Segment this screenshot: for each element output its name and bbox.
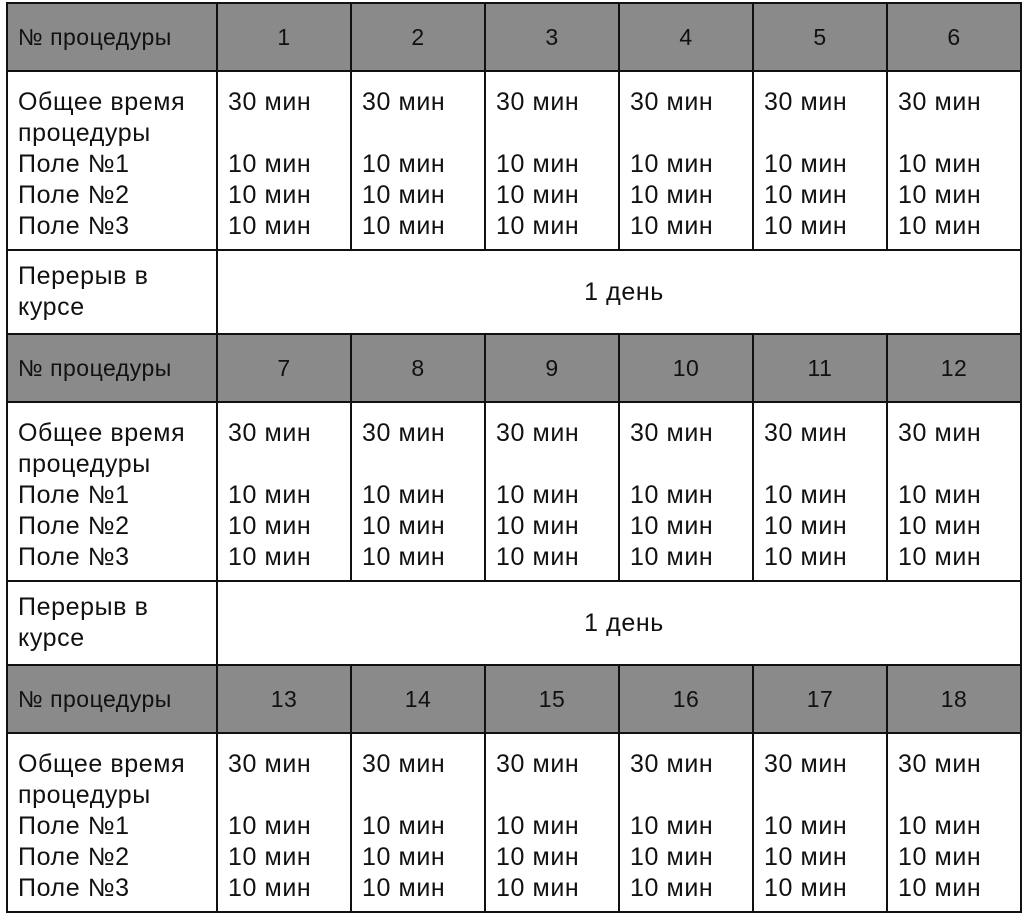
procedure-times-row-1 xyxy=(7,71,1021,250)
field2-time-value: 10 мин xyxy=(898,181,982,209)
total-time-label: Общее время xyxy=(18,88,186,116)
total-time-value: 30 мин xyxy=(898,88,982,116)
procedure-times-cell xyxy=(887,71,1021,250)
procedure-times-row-2 xyxy=(7,402,1021,581)
procedure-times-cell xyxy=(485,402,619,581)
field1-time-value: 10 мин xyxy=(228,481,312,509)
procedure-number-row-2 xyxy=(7,334,1021,402)
total-time-value: 30 мин xyxy=(496,750,580,778)
field1-label: Поле №1 xyxy=(18,481,130,509)
procedure-times-cell xyxy=(351,733,485,912)
procedure-number: 1 xyxy=(217,3,351,71)
course-break-label-line2: курсе xyxy=(18,624,85,652)
procedure-number: 14 xyxy=(351,665,485,733)
total-time-value: 30 мин xyxy=(764,88,848,116)
procedure-times-cell xyxy=(217,733,351,912)
total-time-label: Общее время xyxy=(18,750,186,778)
field3-time-value: 10 мин xyxy=(362,212,446,240)
procedure-times-cell xyxy=(217,71,351,250)
procedure-number: 13 xyxy=(217,665,351,733)
course-break-label-line1: Перерыв в xyxy=(18,262,149,290)
field2-time-value: 10 мин xyxy=(228,181,312,209)
total-time-value: 30 мин xyxy=(764,419,848,447)
field2-time-value: 10 мин xyxy=(764,843,848,871)
field2-label: Поле №2 xyxy=(18,843,130,871)
total-time-value: 30 мин xyxy=(362,419,446,447)
field3-time-value: 10 мин xyxy=(630,874,714,902)
field3-label: Поле №3 xyxy=(18,212,130,240)
total-time-value: 30 мин xyxy=(496,88,580,116)
course-break-value: 1 день xyxy=(217,581,1021,665)
field2-time-value: 10 мин xyxy=(496,181,580,209)
total-time-value: 30 мин xyxy=(228,88,312,116)
field3-time-value: 10 мин xyxy=(228,212,312,240)
procedure-times-cell xyxy=(887,733,1021,912)
field1-time-value: 10 мин xyxy=(630,481,714,509)
field1-time-value: 10 мин xyxy=(362,481,446,509)
course-break-label-line2: курсе xyxy=(18,293,85,321)
total-time-label-cont: процедуры xyxy=(18,450,151,478)
total-time-value: 30 мин xyxy=(764,750,848,778)
course-break-row-1 xyxy=(7,250,1021,334)
course-break-value: 1 день xyxy=(217,250,1021,334)
field3-time-value: 10 мин xyxy=(630,212,714,240)
field1-time-value: 10 мин xyxy=(630,812,714,840)
total-time-value: 30 мин xyxy=(630,88,714,116)
field2-time-value: 10 мин xyxy=(630,512,714,540)
procedure-number-row-3 xyxy=(7,665,1021,733)
field1-time-value: 10 мин xyxy=(630,150,714,178)
procedure-times-cell xyxy=(753,71,887,250)
course-break-row-2 xyxy=(7,581,1021,665)
field1-time-value: 10 мин xyxy=(898,481,982,509)
procedure-number: 16 xyxy=(619,665,753,733)
total-time-value: 30 мин xyxy=(496,419,580,447)
field2-time-value: 10 мин xyxy=(362,512,446,540)
procedure-number-label: № процедуры xyxy=(7,3,217,71)
procedure-times-cell xyxy=(619,733,753,912)
field3-time-value: 10 мин xyxy=(228,874,312,902)
field1-time-value: 10 мин xyxy=(764,481,848,509)
field1-time-value: 10 мин xyxy=(362,150,446,178)
field2-time-value: 10 мин xyxy=(362,843,446,871)
field3-time-value: 10 мин xyxy=(898,874,982,902)
procedure-number-label: № процедуры xyxy=(7,334,217,402)
field2-label: Поле №2 xyxy=(18,512,130,540)
procedure-number: 5 xyxy=(753,3,887,71)
field3-time-value: 10 мин xyxy=(362,874,446,902)
times-label-cell xyxy=(7,402,217,581)
field2-time-value: 10 мин xyxy=(630,181,714,209)
procedure-number: 17 xyxy=(753,665,887,733)
field3-label: Поле №3 xyxy=(18,874,130,902)
field2-time-value: 10 мин xyxy=(362,181,446,209)
field1-time-value: 10 мин xyxy=(764,812,848,840)
total-time-value: 30 мин xyxy=(228,419,312,447)
field3-time-value: 10 мин xyxy=(898,543,982,571)
field2-time-value: 10 мин xyxy=(228,843,312,871)
times-label-cell xyxy=(7,71,217,250)
procedure-number: 4 xyxy=(619,3,753,71)
field3-time-value: 10 мин xyxy=(898,212,982,240)
field2-time-value: 10 мин xyxy=(764,181,848,209)
procedure-times-cell xyxy=(217,402,351,581)
total-time-value: 30 мин xyxy=(630,750,714,778)
procedure-times-cell xyxy=(619,402,753,581)
procedure-number-row-1 xyxy=(7,3,1021,71)
total-time-label-cont: процедуры xyxy=(18,781,151,809)
course-break-label xyxy=(7,250,217,334)
field1-time-value: 10 мин xyxy=(496,481,580,509)
procedure-times-cell xyxy=(351,71,485,250)
procedure-number: 9 xyxy=(485,334,619,402)
procedure-number: 11 xyxy=(753,334,887,402)
field2-time-value: 10 мин xyxy=(630,843,714,871)
field3-time-value: 10 мин xyxy=(496,212,580,240)
field1-time-value: 10 мин xyxy=(228,150,312,178)
procedure-times-cell xyxy=(887,402,1021,581)
procedure-number-label: № процедуры xyxy=(7,665,217,733)
field3-time-value: 10 мин xyxy=(362,543,446,571)
procedure-times-cell xyxy=(619,71,753,250)
field2-label: Поле №2 xyxy=(18,181,130,209)
field2-time-value: 10 мин xyxy=(764,512,848,540)
field1-time-value: 10 мин xyxy=(362,812,446,840)
field2-time-value: 10 мин xyxy=(228,512,312,540)
field3-time-value: 10 мин xyxy=(496,874,580,902)
procedure-number: 12 xyxy=(887,334,1021,402)
total-time-value: 30 мин xyxy=(362,750,446,778)
procedure-number: 7 xyxy=(217,334,351,402)
procedure-number: 6 xyxy=(887,3,1021,71)
field1-label: Поле №1 xyxy=(18,150,130,178)
field3-time-value: 10 мин xyxy=(496,543,580,571)
total-time-value: 30 мин xyxy=(898,750,982,778)
procedure-number: 2 xyxy=(351,3,485,71)
total-time-label: Общее время xyxy=(18,419,186,447)
field2-time-value: 10 мин xyxy=(496,843,580,871)
procedure-number: 18 xyxy=(887,665,1021,733)
field3-time-value: 10 мин xyxy=(764,874,848,902)
field2-time-value: 10 мин xyxy=(496,512,580,540)
total-time-value: 30 мин xyxy=(898,419,982,447)
procedure-number: 3 xyxy=(485,3,619,71)
procedure-number: 15 xyxy=(485,665,619,733)
field1-time-value: 10 мин xyxy=(496,150,580,178)
times-label-cell xyxy=(7,733,217,912)
field1-label: Поле №1 xyxy=(18,812,130,840)
field1-time-value: 10 мин xyxy=(898,812,982,840)
total-time-value: 30 мин xyxy=(362,88,446,116)
field3-time-value: 10 мин xyxy=(764,543,848,571)
total-time-value: 30 мин xyxy=(630,419,714,447)
procedure-number: 8 xyxy=(351,334,485,402)
procedure-times-cell xyxy=(485,733,619,912)
field1-time-value: 10 мин xyxy=(228,812,312,840)
course-break-label xyxy=(7,581,217,665)
field1-time-value: 10 мин xyxy=(496,812,580,840)
field2-time-value: 10 мин xyxy=(898,843,982,871)
procedure-times-row-3 xyxy=(7,733,1021,912)
field3-time-value: 10 мин xyxy=(630,543,714,571)
total-time-value: 30 мин xyxy=(228,750,312,778)
field3-time-value: 10 мин xyxy=(228,543,312,571)
field3-time-value: 10 мин xyxy=(764,212,848,240)
total-time-label-cont: процедуры xyxy=(18,119,151,147)
field1-time-value: 10 мин xyxy=(764,150,848,178)
procedure-times-cell xyxy=(485,71,619,250)
procedure-times-cell xyxy=(351,402,485,581)
procedure-number: 10 xyxy=(619,334,753,402)
procedure-times-cell xyxy=(753,733,887,912)
field3-label: Поле №3 xyxy=(18,543,130,571)
course-break-label-line1: Перерыв в xyxy=(18,593,149,621)
field2-time-value: 10 мин xyxy=(898,512,982,540)
procedure-times-cell xyxy=(753,402,887,581)
procedure-schedule-table xyxy=(6,2,1022,913)
field1-time-value: 10 мин xyxy=(898,150,982,178)
